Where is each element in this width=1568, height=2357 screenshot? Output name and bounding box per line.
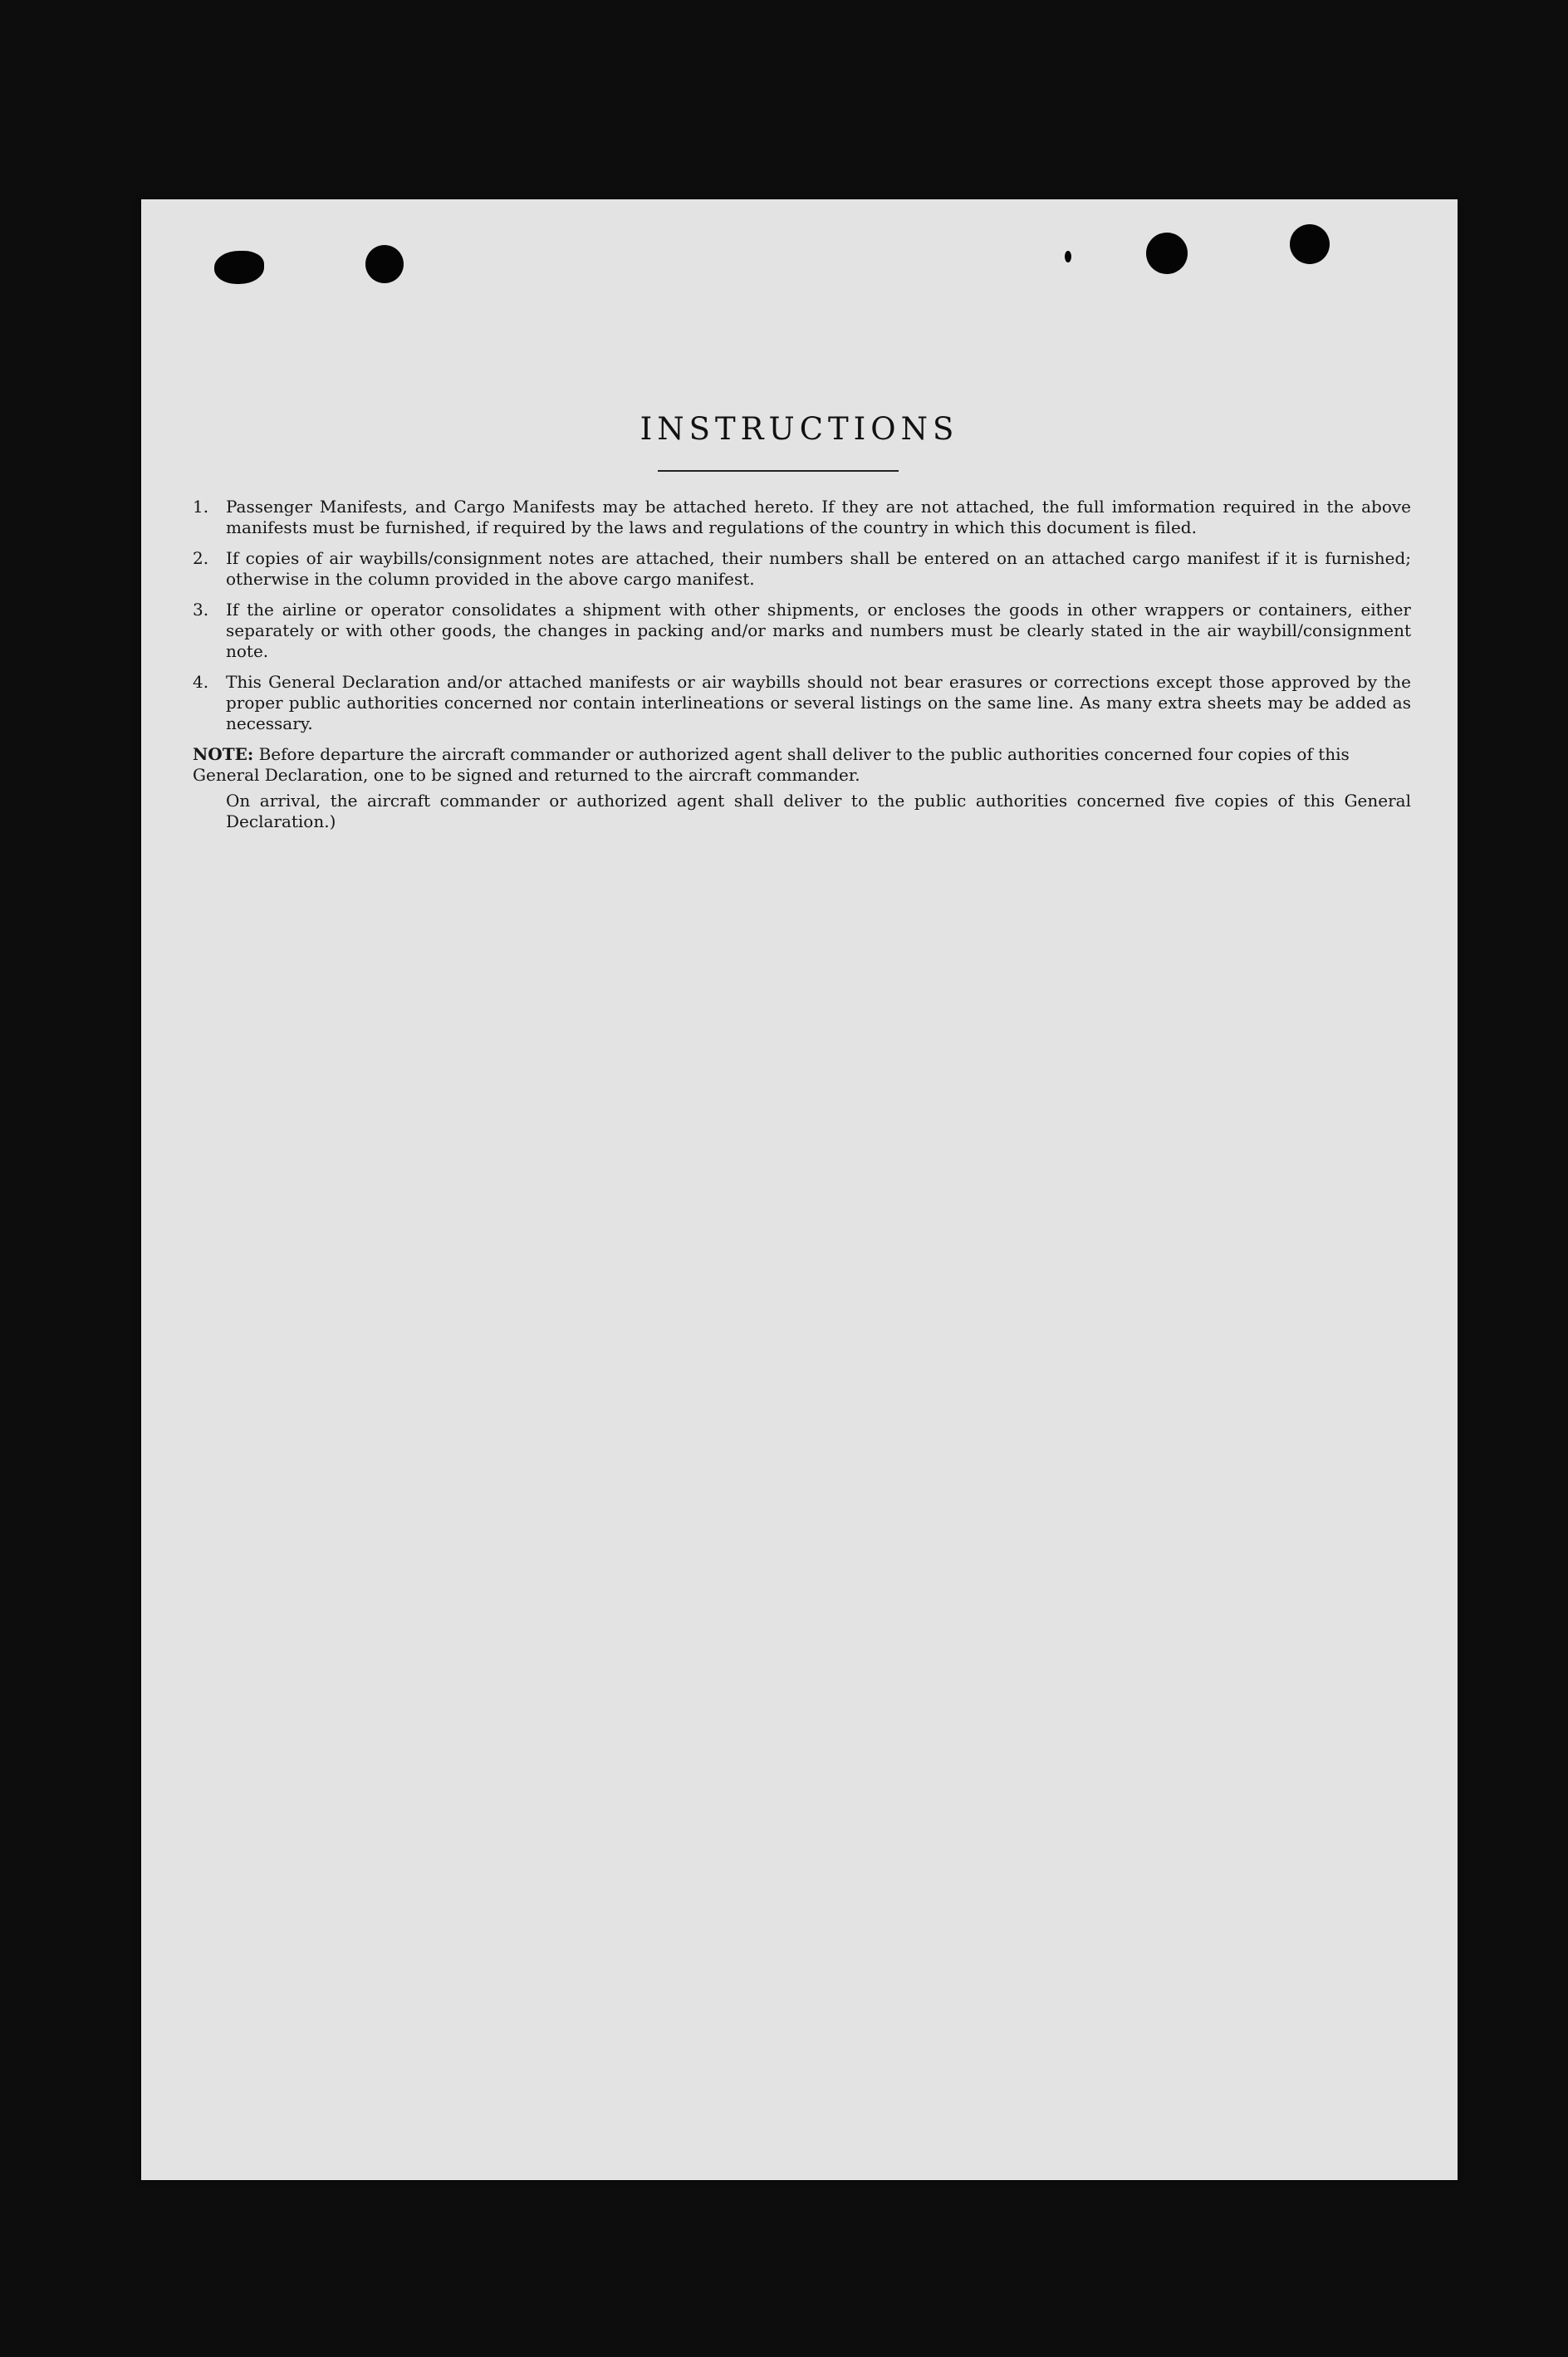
title-underline (658, 470, 899, 472)
item-text: Passenger Manifests, and Cargo Manifests may be attached hereto. If they are not attached, the full imformation required in the above manifests must be furnished, if required by the laws and regulations of the country in which this document is filed. (226, 497, 1411, 537)
instruction-item (193, 600, 1411, 662)
instruction-item (193, 672, 1411, 734)
punch-hole (1290, 224, 1330, 264)
item-number: 3. (193, 600, 209, 620)
item-number: 4. (193, 672, 209, 692)
page-title: INSTRUCTIONS (639, 411, 959, 447)
punch-hole (365, 245, 404, 283)
instruction-item (193, 497, 1411, 538)
item-number: 2. (193, 548, 209, 568)
punch-hole (1146, 233, 1188, 274)
item-text: This General Declaration and/or attached manifests or air waybills should not bear erasures or corrections except those approved by the proper public authorities concerned nor contain interlineations or several listings on the same line. As many extra sheets may be added as necessary. (226, 672, 1411, 733)
document-page (141, 199, 1458, 2180)
note-text: Before departure the aircraft commander or authorized agent shall deliver to the public authorities concerned four copies of this General Declaration, one to be signed and returned to the aircraft commander. (193, 744, 1350, 785)
note-arrival-text: On arrival, the aircraft commander or authorized agent shall deliver to the public authorities concerned five copies of this General Declaration.) (226, 791, 1411, 831)
item-text: If the airline or operator consolidates a shipment with other shipments, or encloses the goods in other wrappers or containers, either separately or with other goods, the changes in packing and/or marks and numbers must be clearly stated in the air waybill/consignment note. (226, 600, 1411, 661)
punch-hole (1065, 251, 1071, 262)
item-number: 1. (193, 497, 209, 517)
punch-hole (214, 251, 264, 284)
instruction-item (193, 548, 1411, 590)
item-text: If copies of air waybills/consignment notes are attached, their numbers shall be entered on an attached cargo manifest if it is furnished; otherwise in the column provided in the above cargo manifest. (226, 548, 1411, 589)
instructions-body (193, 497, 1411, 832)
note-block (193, 744, 1411, 832)
note-label: NOTE: (193, 744, 254, 764)
